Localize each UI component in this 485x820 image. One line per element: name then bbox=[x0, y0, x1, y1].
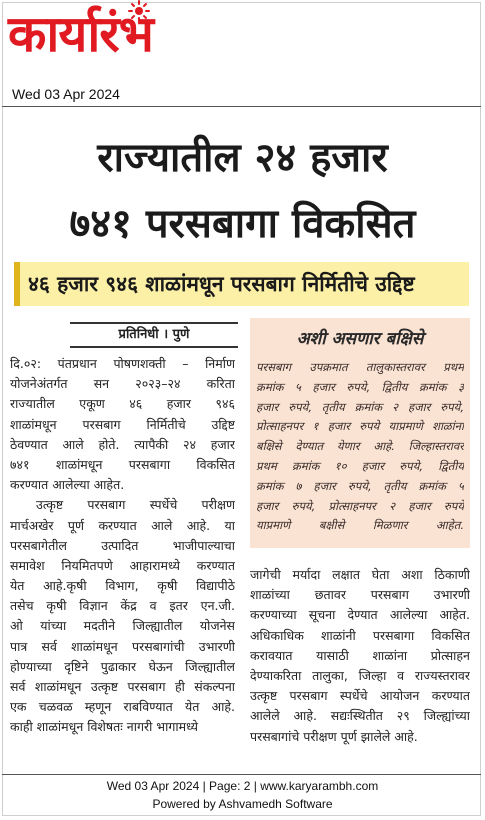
text-line: करण्यात आलेल्या आहेत. bbox=[10, 477, 125, 493]
text-line: बक्षिसे देण्यात येणार आहे. जिल्हास्तरावर bbox=[256, 439, 464, 454]
text-line: जागेची मर्यादा लक्षात घेता अशा ठिकाणी bbox=[250, 567, 470, 582]
text-line: उत्कृष्ट परसबाग स्पर्धेचे आयोजन करण्यात bbox=[250, 688, 470, 704]
article-right-column bbox=[250, 565, 470, 747]
text-line: तसेच कृषी विज्ञान केंद्र व इतर एन.जी. bbox=[10, 598, 235, 614]
text-line: ओ यांच्या मदतीने जिल्ह्यातील योजनेस bbox=[10, 618, 235, 634]
text-line: प्रोत्साहनपर १ हजार रुपये याप्रमाणे शाळांना bbox=[256, 419, 464, 434]
text-line: पात्र सर्व शाळांमधून परसबागांची उभारणी bbox=[10, 638, 235, 654]
text-line: ७४१ शाळांमधून परसबागा विकसित bbox=[10, 456, 235, 472]
subheadline-accent-bar bbox=[14, 262, 20, 306]
headline-line-1: राज्यातील २४ हजार bbox=[97, 135, 388, 181]
prizes-sidebar-box bbox=[250, 318, 470, 548]
subheadline-band bbox=[14, 262, 469, 306]
sidebar-box-text bbox=[256, 358, 464, 536]
text-line: एक चळवळ म्हणून राबविण्यात येत आहे. bbox=[10, 699, 235, 715]
text-line: परसबागेतील उत्पादित भाजीपाल्याचा bbox=[10, 537, 235, 553]
subheadline: ४६ हजार ९४६ शाळांमधून परसबाग निर्मितीचे उद्दिष्ट bbox=[28, 272, 415, 296]
byline: प्रतिनिधी । पुणे bbox=[70, 322, 238, 348]
text-line: देण्याकरिता तालुका, जिल्हा व राज्यस्तरावर bbox=[250, 667, 470, 683]
site-logo[interactable]: कार्यारंभ bbox=[8, 5, 153, 63]
text-line: होण्याच्या दृष्टिने पुढाकार घेऊन जिल्ह्यातील bbox=[10, 658, 235, 674]
text-line: परसबाग उपक्रमात तालुकास्तरावर प्रथम bbox=[256, 360, 464, 374]
text-line: प्रथम क्रमांक १० हजार रुपये, द्वितीय bbox=[256, 458, 464, 473]
text-line: हजार रुपये, प्रोत्साहनपर २ हजार रुपये bbox=[256, 498, 464, 513]
text-line: उत्कृष्ट परसबाग स्पर्धेचे परीक्षण bbox=[36, 497, 235, 513]
text-line: क्रमांक ७ हजार रुपये, तृतीय क्रमांक ५ bbox=[256, 478, 464, 493]
text-line: करावयात यासाठी शाळांना प्रोत्साहन bbox=[250, 647, 470, 663]
text-line: शाळांच्या छतावर परसबाग उभारणी bbox=[250, 587, 470, 603]
footer-divider bbox=[2, 774, 481, 775]
text-line: योजनेअंतर्गत सन २०२३–२४ करिता bbox=[10, 376, 235, 392]
text-line: सर्व शाळांमधून उत्कृष्ट परसबाग ही संकल्पना bbox=[10, 679, 235, 694]
footer-credit: Powered by Ashvamedh Software bbox=[152, 797, 333, 811]
footer-info[interactable]: Wed 03 Apr 2024 | Page: 2 | www.karyarambh.com bbox=[106, 779, 379, 793]
text-line: याप्रमाणे बक्षीसे मिळणार आहेत. bbox=[256, 518, 464, 533]
text-line: अधिकाधिक शाळांनी परसबागा विकसित bbox=[250, 627, 470, 643]
text-line: करण्याच्या सूचना देण्यात आलेल्या आहेत. bbox=[250, 607, 470, 623]
text-line: येत आहे.कृषी विभाग, कृषी विद्यापीठे bbox=[10, 578, 235, 594]
text-line: क्रमांक ५ हजार रुपये, द्वितीय क्रमांक ३ bbox=[256, 379, 464, 394]
text-line: आलेले आहे. सद्यःस्थितीत २९ जिल्ह्यांच्या bbox=[250, 708, 470, 724]
text-line: शाळांमधून परसबाग निर्मितीचे उद्दिष्ट bbox=[10, 416, 235, 432]
text-line: काही शाळांमधून विशेषतः नागरी भागामध्ये bbox=[10, 719, 199, 735]
publication-date: Wed 03 Apr 2024 bbox=[12, 86, 120, 102]
article-left-column bbox=[10, 354, 235, 738]
text-line: दि.०२: पंतप्रधान पोषणशक्ती – निर्माण bbox=[10, 356, 235, 371]
text-line: परसबागांचे परीक्षण पूर्ण झालेले आहे. bbox=[250, 728, 418, 744]
masthead-divider bbox=[2, 106, 481, 107]
text-line: ठेवण्यात आले होते. त्यापैकी २४ हजार bbox=[10, 436, 235, 452]
text-line: हजार रुपये, तृतीय क्रमांक २ हजार रुपये, bbox=[256, 399, 464, 414]
sidebar-box-title: अशी असणार बक्षिसे bbox=[296, 329, 424, 349]
text-line: मार्चअखेर पूर्ण करण्यात आले आहे. या bbox=[10, 517, 235, 533]
text-line: राज्यातील एकूण ४६ हजार ९४६ bbox=[10, 396, 235, 412]
headline-line-2: ७४१ परसबागा विकसित bbox=[69, 201, 416, 247]
text-line: समावेश नियमितपणे आहारामध्ये करण्यात bbox=[10, 557, 235, 573]
